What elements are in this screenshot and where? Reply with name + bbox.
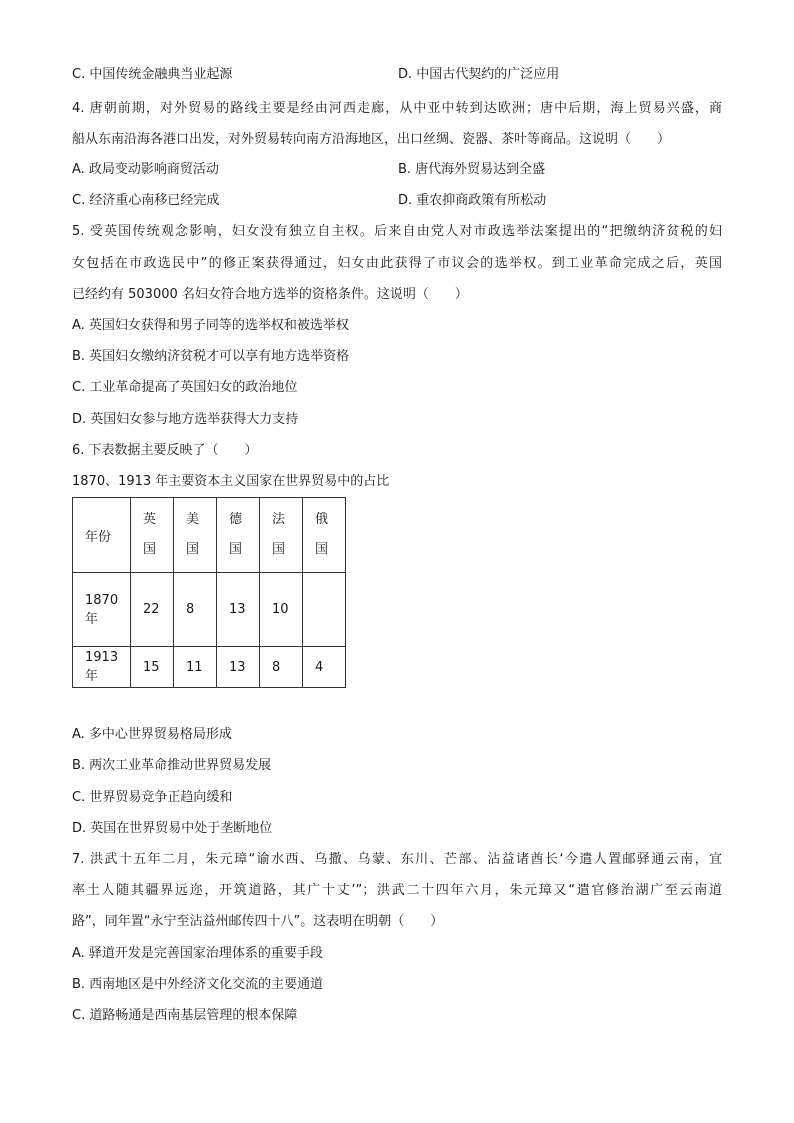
q7-stem-line-1: 7. 洪武十五年二月，朱元璋“谕水西、乌撒、乌蒙、东川、芒部、沾益诸酋长‘今遣人置邮驿通云南，宜 (72, 852, 722, 867)
q5-stem-line-3: 已经约有 503000 名妇女符合地方选举的资格条件。这说明（ ） (72, 287, 468, 302)
q4-option-b: B. 唐代海外贸易达到全盛 (398, 162, 546, 177)
q4-option-d: D. 重农抑商政策有所松动 (398, 193, 547, 208)
table-cell: 10 (260, 573, 303, 647)
q7-option-b: B. 西南地区是中外经济文化交流的主要通道 (72, 977, 324, 992)
q6-option-d: D. 英国在世界贸易中处于垄断地位 (72, 821, 273, 836)
table-header-us: 美 国 (174, 498, 217, 573)
table-header-fr: 法 国 (260, 498, 303, 573)
q7-stem-line-2: 率土人随其疆界远迩，开筑道路，其广十丈’”；洪武二十四年六月，朱元璋又“遣官修治湖广至云南道 (72, 883, 722, 898)
table-header-ru: 俄 国 (303, 498, 346, 573)
q5-option-c: C. 工业革命提高了英国妇女的政治地位 (72, 380, 298, 395)
table-header-row (73, 498, 346, 573)
table-cell: 11 (174, 647, 217, 688)
q5-stem-line-2: 女包括在市政选民中”的修正案获得通过，妇女由此获得了市议会的选举权。到工业革命完成之后，英国 (72, 256, 722, 271)
q7-option-a: A. 驿道开发是完善国家治理体系的重要手段 (72, 946, 323, 961)
q4-option-a: A. 政局变动影响商贸活动 (72, 162, 219, 177)
table-cell: 13 (217, 573, 260, 647)
q5-option-b: B. 英国妇女缴纳济贫税才可以享有地方选举资格 (72, 349, 350, 364)
table-cell: 8 (174, 573, 217, 647)
trade-share-table (72, 497, 346, 688)
q7-option-c: C. 道路畅通是西南基层管理的根本保障 (72, 1008, 298, 1023)
q5-option-d: D. 英国妇女参与地方选举获得大力支持 (72, 412, 299, 427)
q4-option-c: C. 经济重心南移已经完成 (72, 193, 220, 208)
table-cell: 22 (131, 573, 174, 647)
table-header-de: 德 国 (217, 498, 260, 573)
q6-stem: 6. 下表数据主要反映了（ ） (72, 443, 258, 458)
q6-option-c: C. 世界贸易竞争正趋向缓和 (72, 790, 233, 805)
q3-option-d: D. 中国古代契约的广泛应用 (398, 67, 560, 82)
q4-stem-line-2: 船从东南沿海各港口出发，对外贸易转向南方沿海地区，出口丝绸、瓷器、茶叶等商品。这说明（ ） (72, 132, 671, 147)
table-row (73, 573, 346, 647)
table-cell: 8 (260, 647, 303, 688)
q5-stem-line-1: 5. 受英国传统观念影响，妇女没有独立自主权。后来自由党人对市政选举法案提出的“把缴纳济贫税的妇 (72, 224, 722, 239)
q7-stem-line-3: 路”，同年置“永宁至沾益州邮传四十八”。这表明在明朝（ ） (72, 914, 444, 929)
q6-option-b: B. 两次工业革命推动世界贸易发展 (72, 758, 272, 773)
table-cell: 13 (217, 647, 260, 688)
table-cell: 4 (303, 647, 346, 688)
q5-option-a: A. 英国妇女获得和男子同等的选举权和被选举权 (72, 318, 349, 333)
q4-stem-line-1: 4. 唐朝前期，对外贸易的路线主要是经由河西走廊，从中亚中转到达欧洲；唐中后期，海上贸易兴盛，商 (72, 101, 722, 116)
q6-table-caption: 1870、1913 年主要资本主义国家在世界贸易中的占比 (72, 474, 390, 489)
table-header-uk: 英 国 (131, 498, 174, 573)
q6-option-a: A. 多中心世界贸易格局形成 (72, 727, 232, 742)
table-cell (303, 573, 346, 647)
q3-option-c: C. 中国传统金融典当业起源 (72, 67, 233, 82)
table-row (73, 647, 346, 688)
table-cell: 15 (131, 647, 174, 688)
table-year-cell: 1913年 (73, 647, 131, 688)
table-corner-cell: 年份 (73, 498, 131, 573)
table-year-cell: 1870年 (73, 573, 131, 647)
